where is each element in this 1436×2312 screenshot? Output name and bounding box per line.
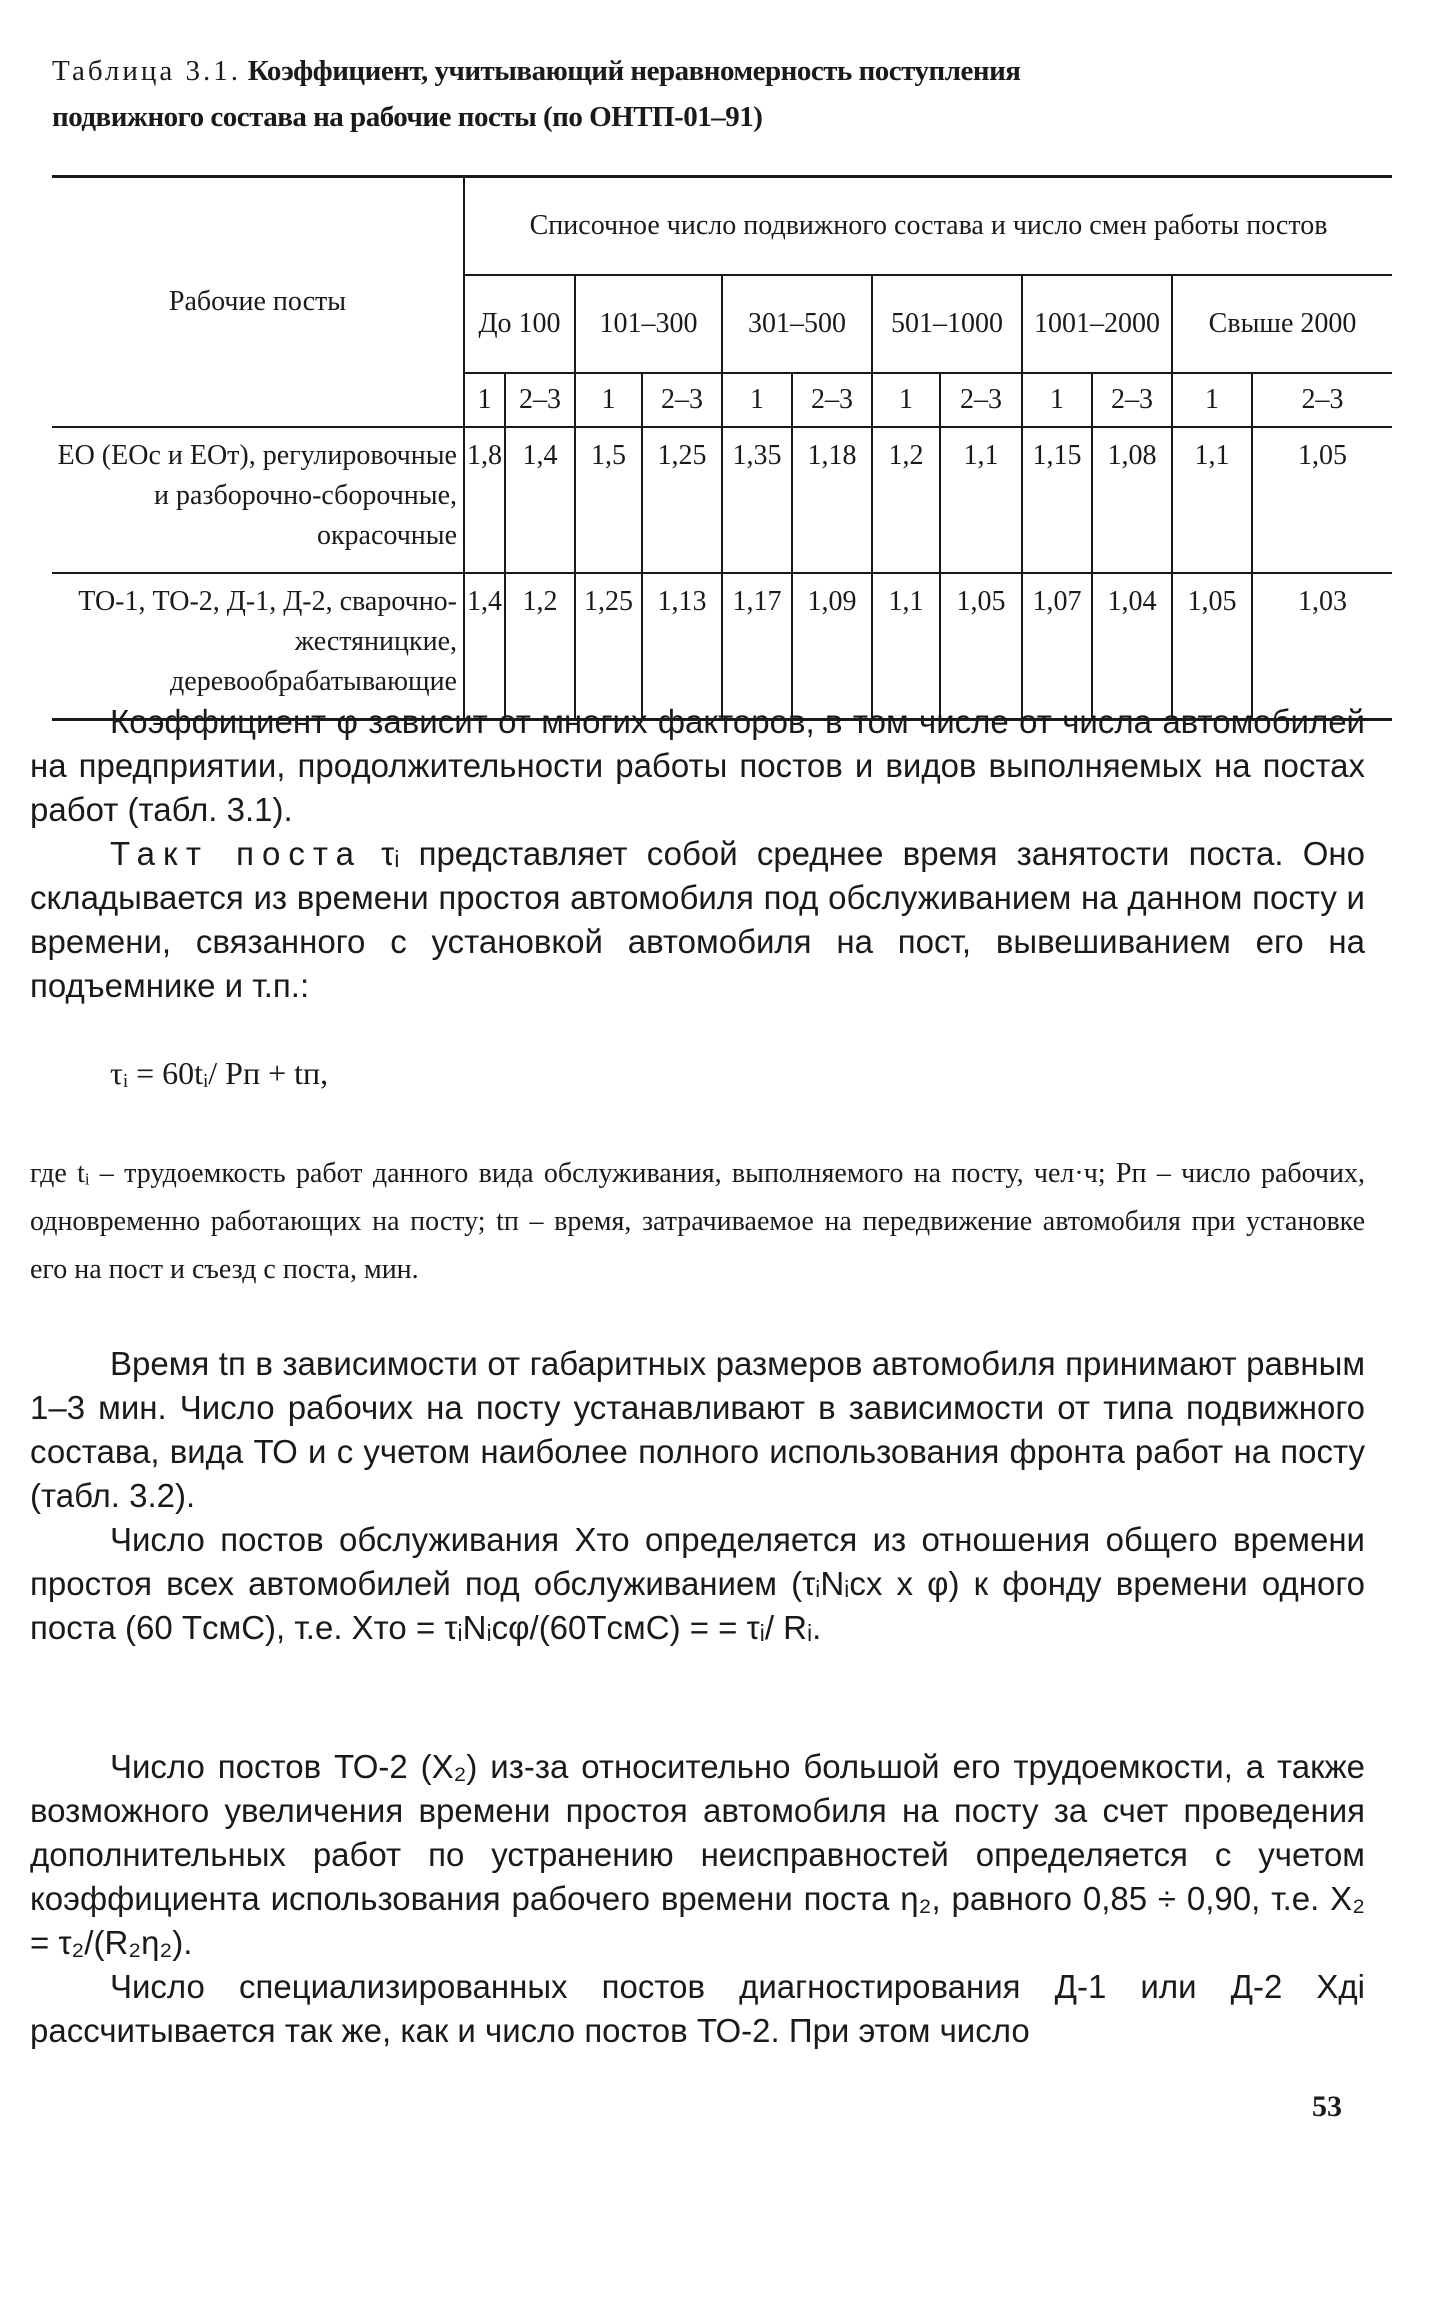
range-header: До 100 [464,275,575,373]
table-cell: 1,03 [1252,573,1392,720]
shift-header: 1 [575,373,642,427]
term-highlight: Такт поста [110,835,362,872]
table-caption [52,48,1132,140]
range-header: Свыше 2000 [1172,275,1392,373]
paragraph: Время tп в зависимости от габаритных размеров автомобиля принимают равным 1–3 мин. Число рабочих на посту устанавливают в зависимости от типа подвижного состава, вида ТО и с учетом наиболее полного использования фронта работ на посту (табл. 3.2). [30,1345,1365,1514]
table-cell: 1,05 [1172,573,1252,720]
range-header: 501–1000 [872,275,1022,373]
table-cell: 1,15 [1022,427,1092,573]
table-cell: 1,4 [464,573,505,720]
table-cell: 1,05 [940,573,1022,720]
table-cell: 1,1 [940,427,1022,573]
table-caption-lead: Таблица 3.1. [52,55,242,87]
shift-header: 2–3 [642,373,722,427]
shift-header: 2–3 [940,373,1022,427]
shift-header: 1 [722,373,792,427]
paragraph: Число специализированных постов диагностирования Д-1 или Д-2 Xдi рассчитывается так же, как и число постов ТО-2. При этом число [30,1968,1365,2049]
range-header: 1001–2000 [1022,275,1172,373]
body-block-1 [30,700,1365,1008]
table-row [52,573,1392,720]
page-number: 53 [1312,2090,1342,2123]
shift-header: 2–3 [505,373,575,427]
table-cell: 1,08 [1092,427,1172,573]
shift-header: 1 [872,373,940,427]
shift-header: 2–3 [1092,373,1172,427]
post-name-cell: ТО-1, ТО-2, Д-1, Д-2, сварочно-жестяницкие, деревообрабатывающие [52,573,464,720]
paragraph: Число постов обслуживания Xто определяется из отношения общего времени простоя всех автомобилей под обслуживанием (τᵢNᵢcх х φ) к фонду времени одного поста (60 TсмC), т.е. Xто = τᵢNᵢcφ/(60TсмC) = = τᵢ/ Rᵢ. [30,1521,1365,1646]
table-cell: 1,2 [505,573,575,720]
table-cell: 1,4 [505,427,575,573]
body-block-3 [30,1745,1365,2053]
posts-header: Рабочие посты [52,177,464,428]
paragraph: Коэффициент φ зависит от многих факторов, в том числе от числа автомобилей на предприятии, продолжительности работы постов и видов выполняемых на постах работ (табл. 3.1). [30,703,1365,828]
table-cell: 1,05 [1252,427,1392,573]
paragraph-text: τᵢ представляет собой среднее время занятости поста. Оно складывается из времени простоя автомобиля под обслуживанием на данном посту и времени, связанного с установкой автомобиля на пост, вывешиванием его на подъемнике и т.п.: [30,835,1365,1004]
table-cell: 1,13 [642,573,722,720]
formula-legend: где tᵢ – трудоемкость работ данного вида обслуживания, выполняемого на посту, чел·ч; Pп – число рабочих, одновременно работающих на посту; tп – время, затрачиваемое на передвижение автомобиля при установке его на пост и съезд с поста, мин. [30,1158,1365,1285]
shift-header: 2–3 [1252,373,1392,427]
formula: τᵢ = 60tᵢ/ Pп + tп, [110,1055,329,1091]
table-cell: 1,8 [464,427,505,573]
table-cell: 1,1 [1172,427,1252,573]
table-cell: 1,04 [1092,573,1172,720]
range-header: 101–300 [575,275,722,373]
table-cell: 1,5 [575,427,642,573]
table-cell: 1,1 [872,573,940,720]
coefficient-table [52,175,1392,721]
body-block-2 [30,1342,1365,1650]
table-cell: 1,2 [872,427,940,573]
shift-header: 1 [1022,373,1092,427]
shift-header: 1 [1172,373,1252,427]
table-cell: 1,09 [792,573,872,720]
table-cell: 1,25 [575,573,642,720]
table-cell: 1,17 [722,573,792,720]
shift-header: 1 [464,373,505,427]
table-cell: 1,35 [722,427,792,573]
table-caption-text: Коэффициент, учитывающий неравномерность поступления подвижного состава на рабочие посты (по ОНТП-01–91) [52,55,1021,133]
group-header: Списочное число подвижного состава и число смен работы постов [464,177,1392,276]
table-cell: 1,07 [1022,573,1092,720]
post-name-cell: ЕО (ЕОс и ЕОт), регулировочные и разборочно-сборочные, окрасочные [52,427,464,573]
table-cell: 1,18 [792,427,872,573]
range-header: 301–500 [722,275,872,373]
table-row [52,427,1392,573]
paragraph: Число постов ТО-2 (X₂) из-за относительно большой его трудоемкости, а также возможного увеличения времени простоя автомобиля на посту за счет проведения дополнительных работ по устранению неисправностей определяется с учетом коэффициента использования рабочего времени поста η₂, равного 0,85 ÷ 0,90, т.е. X₂ = τ₂/(R₂η₂). [30,1748,1365,1961]
paragraph [30,832,1365,1008]
table-cell: 1,25 [642,427,722,573]
shift-header: 2–3 [792,373,872,427]
